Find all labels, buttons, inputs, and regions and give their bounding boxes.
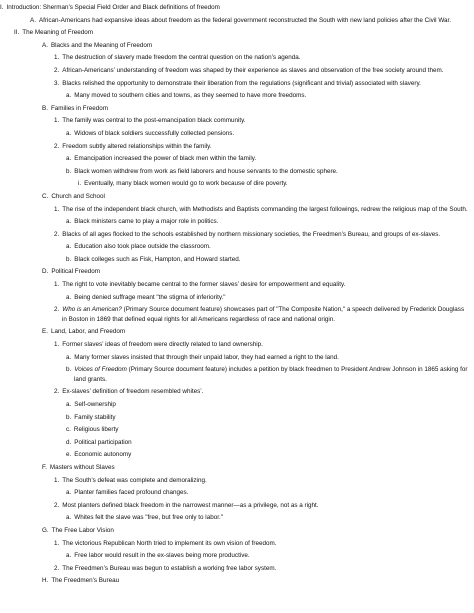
outline-item (0, 205, 470, 215)
outline-item-label: b. (66, 366, 72, 374)
outline-item-text: Self-ownership (74, 401, 116, 408)
outline-item (0, 513, 470, 523)
outline-item-text: Many moved to southern cities and towns, as they seemed to have more freedoms. (74, 92, 307, 100)
outline-item (0, 488, 470, 498)
outline-item-text: Introduction: Sherman’s Special Field Order and Black definitions of freedom (6, 4, 220, 11)
outline-item (0, 267, 470, 277)
outline-item-label: 2. (54, 230, 60, 238)
outline-item-text: Being denied suffrage meant "the stigma of inferiority." (74, 293, 226, 301)
outline-item-text: Emancipation increased the power of black men within the family. (74, 155, 257, 163)
outline-item-label: a. (66, 155, 72, 163)
outline-item-label: b. (66, 167, 72, 175)
outline-item-label: a. (66, 293, 72, 301)
outline-item-label: 1. (54, 539, 60, 547)
outline-item (0, 255, 470, 265)
outline-item-label: E. (42, 328, 48, 336)
outline-item-label: i. (78, 180, 82, 188)
outline-item-text: Blacks and the Meaning of Freedom (50, 41, 153, 49)
outline-item-text: Education also took place outside the classroom. (74, 243, 211, 251)
outline-item (0, 340, 470, 350)
outline-item-text: The South’s defeat was complete and demoralizing. (62, 476, 207, 484)
outline-item-label: a. (66, 552, 72, 560)
outline-item-label: B. (42, 104, 48, 112)
outline-item-text: Blacks of all ages flocked to the schools established by northern missionary societies, the Freedmen’s Bureau, and groups of ex-slaves. (62, 230, 441, 238)
outline-item-label: H. (42, 577, 49, 585)
outline-item-text: Former slaves’ ideas of freedom were directly related to land ownership. (62, 341, 263, 349)
outline-item-label: a. (66, 92, 72, 100)
outline-item-text: Economic autonomy (74, 451, 132, 459)
outline-item-text: Religious liberty (73, 426, 119, 434)
outline-item (0, 576, 470, 586)
outline-item-label: 2. (54, 501, 60, 509)
outline-item-text: Eventually, many black women would go to work because of dire poverty. (84, 180, 288, 188)
outline-item-label: 1. (54, 281, 60, 289)
outline-item-text: (Primary Source document feature) includes a petition by black freedmen to President Andrew Johnson in 1865 asking for land grants. (74, 366, 468, 383)
outline-item-label: c. (66, 426, 71, 434)
outline-item (0, 104, 470, 114)
outline-item (0, 129, 470, 139)
outline-item (0, 564, 470, 574)
outline-item-text: Masters without Slaves (49, 463, 115, 471)
outline-item (0, 353, 470, 363)
outline-item (0, 365, 470, 384)
outline-item-text: Freedom subtly altered relationships within the family. (62, 142, 212, 150)
outline-item-label: C. (42, 192, 49, 200)
outline-item (0, 293, 470, 303)
outline-item-text: The right to vote inevitably became central to the former slaves’ desire for empowerment and equality. (62, 281, 346, 289)
outline-item (0, 526, 470, 536)
outline-item-label: 2. (54, 142, 60, 150)
outline-item-label: 1. (54, 341, 60, 349)
outline-item-text: The Meaning of Freedom (22, 29, 93, 37)
outline-item (0, 53, 470, 63)
outline-item-text: The destruction of slavery made freedom the central question on the nation’s agenda. (62, 54, 301, 62)
outline-item (0, 116, 470, 126)
outline-item-label: a. (66, 353, 72, 361)
outline-item-text: The Free Labor Vision (51, 526, 114, 534)
outline-item-text: Political participation (74, 438, 132, 446)
outline-item (0, 28, 470, 38)
outline-item (0, 217, 470, 227)
outline-item-label: e. (66, 451, 72, 459)
outline-item-label: 1. (54, 117, 60, 125)
outline-item-text: The victorious Republican North tried to implement its own vision of freedom. (62, 539, 277, 547)
outline-item (0, 387, 470, 397)
outline-item-text: (Primary Source document feature) showcases part of "The Composite Nation," a speech delivered by Frederick Douglass in Boston in 1869 that defined equal rights for all Americans regardless of race and national origin. (62, 306, 465, 323)
outline-item-label: b. (66, 255, 72, 263)
outline-item-label: 3. (54, 79, 60, 87)
outline-item-label: a. (66, 514, 72, 522)
outline-item-label: 2. (54, 564, 60, 572)
outline-item-text: The Freedmen’s Bureau was begun to establish a working free labor system. (62, 564, 277, 572)
outline-item-text: Many former slaves insisted that through their unpaid labor, they had earned a right to the land. (74, 353, 339, 361)
outline-item-label: A. (42, 41, 48, 49)
outline-item-text: Black women withdrew from work as field laborers and house servants to the domestic sphere. (74, 167, 338, 175)
outline-item-label: 1. (54, 54, 60, 62)
outline-item (0, 327, 470, 337)
outline-item (0, 230, 470, 240)
outline-item (0, 501, 470, 511)
outline-item (0, 79, 470, 89)
outline-item-text: The Freedmen’s Bureau (51, 577, 120, 585)
outline-item-label: A. (30, 16, 36, 24)
outline-item-text: Whites felt the slave was "free, but free only to labor." (74, 514, 223, 522)
outline-item-title-italic: Voices of Freedom (74, 366, 127, 374)
outline-item-text: Political Freedom (51, 268, 100, 276)
outline-item-label: 1. (54, 476, 60, 484)
outline-item-label: 2. (54, 388, 60, 396)
outline-item (0, 438, 470, 448)
outline-item-text: African-Americans had expansive ideas about freedom as the federal government reconstructed the South with new land policies after the Civil War. (38, 16, 452, 24)
outline-item-text: Ex-slaves’ definition of freedom resembled whites’. (62, 388, 204, 396)
outline-item-label: F. (42, 463, 47, 471)
outline-item (0, 413, 470, 423)
outline-item-label: a. (66, 243, 72, 251)
outline-item-text: African-Americans’ understanding of freedom was shaped by their experience as slaves and observation of the free society around them. (62, 66, 444, 74)
outline-item-title-italic: Who is an American? (62, 306, 122, 314)
outline-item-label: a. (66, 129, 72, 137)
outline-item-label: 1. (54, 205, 60, 213)
outline-item (0, 539, 470, 549)
outline-item (0, 192, 470, 202)
outline-item (0, 154, 470, 164)
outline-item (0, 142, 470, 152)
outline-item (0, 91, 470, 101)
outline-item-label: a. (66, 489, 72, 497)
outline-item-label: I. (0, 4, 4, 11)
outline-spacer (0, 586, 470, 589)
outline-item (0, 242, 470, 252)
outline-item-text: Widows of black soldiers successfully collected pensions. (74, 129, 235, 137)
outline-item-label: b. (66, 413, 72, 421)
outline-item (0, 16, 470, 26)
outline-item-text: The family was central to the post-emancipation black community. (62, 117, 246, 125)
outline-item-label: a. (66, 218, 72, 226)
outline-item (0, 179, 470, 189)
outline-item-text: Planter families faced profound changes. (74, 489, 189, 497)
outline-item-text: Family stability (74, 413, 116, 421)
outline-item (0, 551, 470, 561)
outline-item (0, 400, 470, 410)
outline-item (0, 66, 470, 76)
outline-item-text: Most planters defined black freedom in the narrowest manner—as a privilege, not as a right. (62, 501, 319, 509)
outline-item (0, 167, 470, 177)
outline-item-text: Church and School (51, 192, 105, 200)
outline-item-label: D. (42, 268, 49, 276)
outline-item-label: 2. (54, 66, 60, 74)
outline-item-text: Land, Labor, and Freedom (50, 328, 126, 336)
outline-item-text: Black ministers came to play a major role in politics. (74, 218, 219, 226)
outline-item-text: The rise of the independent black church, with Methodists and Baptists commanding the largest followings, redrew the religious map of the South. (62, 205, 468, 213)
outline-item-text: Black colleges such as Fisk, Hampton, and Howard started. (74, 255, 241, 263)
outline-item-text: Free labor would result in the ex-slaves being more productive. (74, 552, 250, 560)
outline-item (0, 476, 470, 486)
outline-item (0, 305, 470, 324)
outline-item-label: II. (14, 29, 20, 37)
outline-item (0, 280, 470, 290)
outline-item-label: 2. (54, 306, 60, 314)
outline-item-label: d. (66, 438, 72, 446)
outline-item (0, 425, 470, 435)
outline-item-label: a. (66, 401, 72, 408)
outline-item-label: G. (42, 526, 49, 534)
outline-item-text: Blacks relished the opportunity to demonstrate their liberation from the regulations (significant and trivial) associated with slavery. (62, 79, 421, 87)
outline-item (0, 41, 470, 51)
outline-item (0, 3, 470, 13)
outline-item (0, 450, 470, 460)
outline-item-text: Families in Freedom (50, 104, 108, 112)
outline-item (0, 463, 470, 473)
